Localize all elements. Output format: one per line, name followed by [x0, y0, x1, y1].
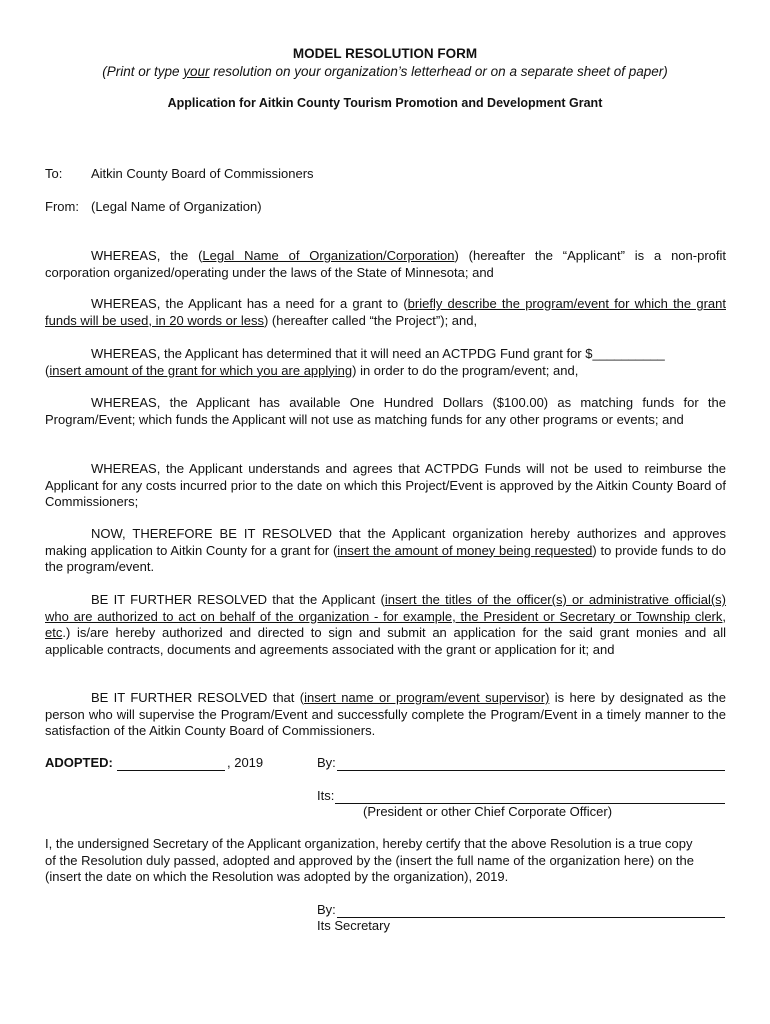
to-label: To:	[45, 166, 63, 181]
whereas-paragraph-3: WHEREAS, the Applicant has determined that it will need an ACTPDG Fund grant for $__________ (insert amount of the grant for which you are applying) in order to do the program/event; and,	[45, 346, 665, 378]
secretary-by-label: By:	[317, 902, 336, 917]
underlined-instruction: insert name or program/event supervisor)	[304, 690, 550, 705]
form-title: MODEL RESOLUTION FORM	[292, 46, 478, 61]
by-signature-line[interactable]	[337, 755, 725, 771]
subtitle-text-1: (Print or type	[102, 64, 184, 79]
resolved-paragraph-2: BE IT FURTHER RESOLVED that the Applicant (insert the titles of the officer(s) or administrative official(s) who are authorized to act on behalf of the organization - for example, the President or Secretary or Township clerk, etc.) is/are hereby authorized and directed to sign and submit an application for the said grant monies and all applicable contracts, documents and agreements associated with the grant or application for it; and	[45, 592, 727, 657]
underlined-instruction: briefly describe the program/event for which the grant funds will be used, in 20 words or less	[45, 296, 726, 328]
secretary-signature-line[interactable]	[337, 902, 725, 918]
underlined-instruction: insert the amount of money being requested	[337, 542, 593, 558]
to-value: Aitkin County Board of Commissioners	[91, 166, 314, 181]
application-heading: Application for Aitkin County Tourism Promotion and Development Grant	[167, 96, 603, 110]
adopted-year: , 2019	[227, 755, 264, 770]
its-caption: (President or other Chief Corporate Officer)	[363, 804, 613, 819]
resolved-paragraph-1: NOW, THEREFORE BE IT RESOLVED that the Applicant organization hereby authorizes and approves making application to Aitkin County for a grant for (insert the amount of money being requested) to provide funds to do the program/event.	[45, 526, 726, 574]
adopted-date-field[interactable]	[117, 755, 225, 771]
whereas-paragraph-2: WHEREAS, the Applicant has a need for a grant to (briefly describe the program/event for which the grant funds will be used, in 20 words or less) (hereafter called “the Project”); and,	[45, 296, 726, 328]
its-label: Its:	[317, 788, 335, 803]
certification-paragraph: I, the undersigned Secretary of the Applicant organization, hereby certify that the above Resolution is a true copy of the Resolution duly passed, adopted and approved by the (insert the full name of the organization here) on the (insert the date on which the Resolution was adopted by the organization), 2019.	[45, 836, 694, 884]
form-subtitle	[0, 64, 770, 81]
its-secretary-label: Its Secretary	[317, 918, 390, 933]
whereas-paragraph-1: WHEREAS, the (Legal Name of Organization/Corporation) (hereafter the “Applicant” is a non-profit corporation organized/operating under the laws of the State of Minnesota; and	[45, 248, 726, 280]
from-value: (Legal Name of Organization)	[91, 199, 262, 214]
subtitle-underlined: your	[183, 64, 210, 79]
by-label: By:	[317, 755, 336, 770]
subtitle-text-2: resolution on your organization’s letterhead or on a separate sheet of paper)	[209, 64, 668, 79]
its-title-line[interactable]	[335, 788, 725, 804]
underlined-instruction: Legal Name of Organization/Corporation	[202, 248, 455, 263]
amount-blank[interactable]: __________	[592, 346, 665, 361]
underlined-instruction: insert amount of the grant for which you are applying	[49, 362, 353, 378]
underlined-instruction: insert the titles of the officer(s) or administrative official(s) who are authorized to act on behalf of the organization - for example, the President or Secretary or Township clerk, etc	[45, 592, 727, 640]
adopted-label: ADOPTED:	[45, 755, 113, 770]
whereas-paragraph-5: WHEREAS, the Applicant understands and agrees that ACTPDG Funds will not be used to reimburse the Applicant for any costs incurred prior to the date on which this Project/Event is approved by the Aitkin County Board of Commissioners;	[45, 461, 726, 509]
resolved-paragraph-3: BE IT FURTHER RESOLVED that (insert name or program/event supervisor) is here by designated as the person who will supervise the Program/Event and successfully complete the Program/Event in a timely manner to the satisfaction of the Aitkin County Board of Commissioners.	[45, 690, 726, 738]
whereas-paragraph-4: WHEREAS, the Applicant has available One Hundred Dollars ($100.00) as matching funds for the Program/Event; which funds the Applicant will not use as matching funds for any other programs or events; and	[45, 395, 726, 427]
from-label: From:	[45, 199, 79, 214]
